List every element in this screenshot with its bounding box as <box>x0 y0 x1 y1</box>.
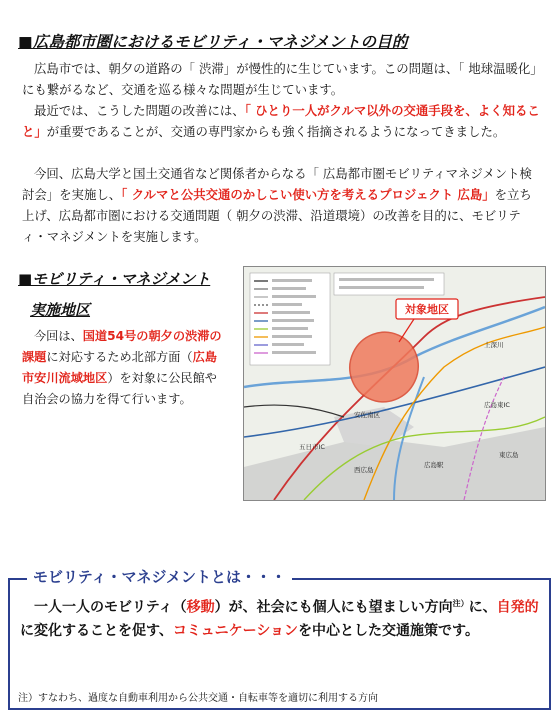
s2-highlight-1: 国道54号の朝夕の渋滞の課題 <box>22 329 222 364</box>
def-highlight-3: コミュニケーション <box>172 622 299 639</box>
map-label: 上深川 <box>484 341 504 349</box>
map-label: 東広島 <box>499 451 519 459</box>
def-text-d: に変化することを促す、 <box>20 622 173 639</box>
map-graphic <box>244 267 545 500</box>
def-text-b: ）が、社会にも個人にも望ましい方向 <box>214 599 453 616</box>
definition-title-text: モビリティ・マネジメントとは・・・ <box>33 568 287 586</box>
paragraph-3 <box>22 163 544 247</box>
p3-highlight: 「 クルマと公共交通のかしこい使い方を考えるプロジェクト 広島」 <box>121 187 495 202</box>
map-label: 広島東IC <box>484 401 510 409</box>
def-text-a: 一人一人のモビリティ（ <box>34 599 187 616</box>
def-highlight-1: 移動 <box>186 599 215 616</box>
map-label: 広島駅 <box>424 461 444 469</box>
p2-highlight: 「 ひとり一人がクルマ以外の交通手段を、よく知ること」 <box>22 103 540 139</box>
definition-box-title <box>27 566 292 587</box>
def-text-c: に、 <box>468 599 497 616</box>
s2-text-a: 今回は、 <box>34 329 83 343</box>
p3-text-a: 今回、広島大学と国土交通省など関係者からなる「 広島都市圏モビリティマネジメント検討会」を実施し、 <box>22 166 532 202</box>
map-label: 五日市IC <box>299 443 325 451</box>
section2-subtitle: 実施地区 <box>30 301 91 319</box>
def-footnote-mark: 注） <box>452 599 469 608</box>
section1-title: ■広島都市圏におけるモビリティ・マネジメントの目的 <box>18 33 408 51</box>
s2-highlight-2: 広島市安川流域地区 <box>22 350 217 385</box>
s2-text-c: ）を対象に公民館や自治会の協力を得て行います。 <box>22 371 217 406</box>
def-text-e: を中心とした交通施策です。 <box>298 622 479 639</box>
definition-text <box>20 592 546 643</box>
s2-text-b: に対応するため北部方面（ <box>46 350 193 364</box>
section2-title: ■モビリティ・マネジメント <box>18 270 211 288</box>
paragraph-1: 広島市では、朝夕の道路の「 渋滞」が慢性的に生じています。この問題は、「 地球温暖化」にも繋がるなど、交通を巡る様々な問題が生じています。 <box>22 61 543 97</box>
p2-text-b: が重要であることが、交通の専門家からも強く指摘されるようになってきました。 <box>46 124 506 139</box>
p2-text-a: 最近では、こうした問題の改善には、 <box>34 103 245 118</box>
area-map <box>243 266 546 501</box>
p3-text-b: を立ち上げ、広島都市圏における交通問題（ 朝夕の渋滞、沿道環境）の改善を目的に、モビリティ・マネジメントを実施します。 <box>22 187 532 244</box>
target-area-label: 対象地区 <box>405 303 449 316</box>
map-label: 西広島 <box>354 466 374 474</box>
section2-text <box>22 326 227 410</box>
paragraph-2 <box>22 100 544 142</box>
definition-note: 注）すなわち、過度な自動車利用から公共交通・自転車等を適切に利用する方向 <box>18 693 378 704</box>
map-label: 安佐南区 <box>354 411 380 419</box>
def-highlight-2: 自発的 <box>496 599 539 616</box>
